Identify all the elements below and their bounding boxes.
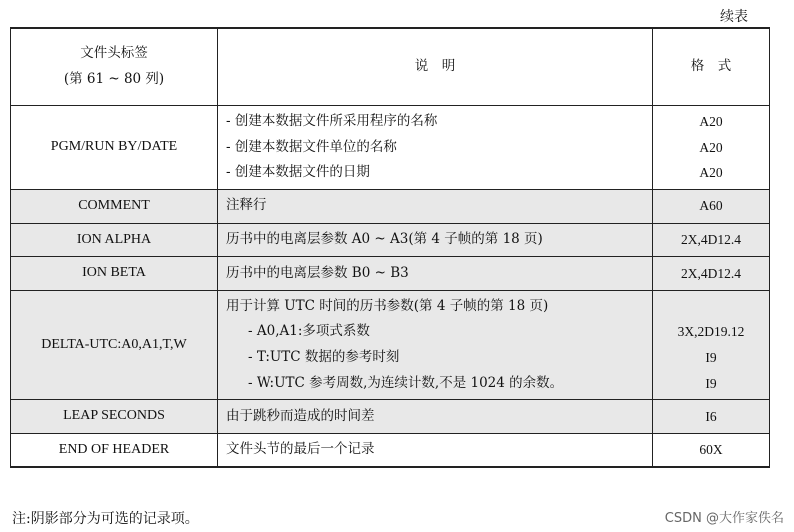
description-line: 注释行 (226, 197, 267, 214)
row-format (653, 189, 770, 223)
description-line: - W:UTC 参考周数,为连续计数,不是 1024 的余数。 (248, 374, 564, 391)
table-row (11, 290, 770, 400)
row-format (653, 223, 770, 257)
row-format (653, 257, 770, 291)
table-body (11, 106, 770, 468)
table-row (11, 223, 770, 257)
format-line: I9 (705, 375, 717, 391)
row-label: DELTA-UTC:A0,A1,T,W (11, 290, 218, 400)
format-line: 60X (699, 442, 723, 458)
table-row (11, 257, 770, 291)
row-description (218, 223, 653, 257)
format-line: I6 (705, 408, 717, 424)
format-line: A20 (699, 139, 723, 155)
description-line: - 创建本数据文件所采用程序的名称 (226, 113, 438, 129)
header-col-label: 文件头标签 (第 61 ~ 80 列) (11, 28, 218, 106)
row-format (653, 433, 770, 467)
table-row (11, 400, 770, 434)
row-description (218, 257, 653, 291)
rinex-header-table (10, 27, 770, 468)
format-line (661, 294, 761, 320)
header-col-desc: 说 明 (218, 28, 653, 106)
row-description (218, 290, 653, 400)
row-description (218, 106, 653, 190)
table-row (11, 433, 770, 467)
table-row (11, 189, 770, 223)
description-line: - T:UTC 数据的参考时刻 (248, 348, 400, 365)
description-line: 历书中的电离层参数 B0 ~ B3 (226, 264, 409, 281)
row-label: ION BETA (11, 257, 218, 291)
format-line: A20 (699, 114, 723, 129)
format-line: 2X,4D12.4 (681, 265, 741, 281)
description-line: - 创建本数据文件的日期 (226, 164, 370, 181)
description-line: 文件头节的最后一个记录 (226, 441, 375, 458)
row-format (653, 106, 770, 190)
format-line: A20 (699, 165, 723, 181)
header-row (11, 28, 770, 106)
description-line: 历书中的电离层参数 A0 ~ A3(第 4 子帧的第 18 页) (226, 230, 543, 247)
row-format (653, 290, 770, 400)
row-format (653, 400, 770, 434)
footnote: 注:阴影部分为可选的记录项。 (12, 511, 199, 527)
format-line: 2X,4D12.4 (681, 231, 741, 247)
description-line: 由于跳秒而造成的时间差 (226, 407, 375, 424)
row-label: ION ALPHA (11, 223, 218, 257)
row-description (218, 400, 653, 434)
format-line: I9 (705, 349, 717, 365)
continued-label: 续表 (720, 9, 748, 25)
header-col-format: 格 式 (653, 28, 770, 106)
description-line: - A0,A1:多项式系数 (248, 323, 370, 340)
row-label: COMMENT (11, 189, 218, 223)
row-label: LEAP SECONDS (11, 400, 218, 434)
row-label: END OF HEADER (11, 433, 218, 467)
watermark: CSDN @大作家佚名 (664, 511, 784, 526)
format-line: A60 (699, 198, 723, 214)
description-line: - 创建本数据文件单位的名称 (226, 138, 397, 155)
format-line: 3X,2D19.12 (677, 324, 745, 340)
row-description (218, 189, 653, 223)
row-label: PGM/RUN BY/DATE (11, 106, 218, 190)
description-line: 用于计算 UTC 时间的历书参数(第 4 子帧的第 18 页) (226, 297, 549, 314)
row-description (218, 433, 653, 467)
table-row (11, 106, 770, 190)
